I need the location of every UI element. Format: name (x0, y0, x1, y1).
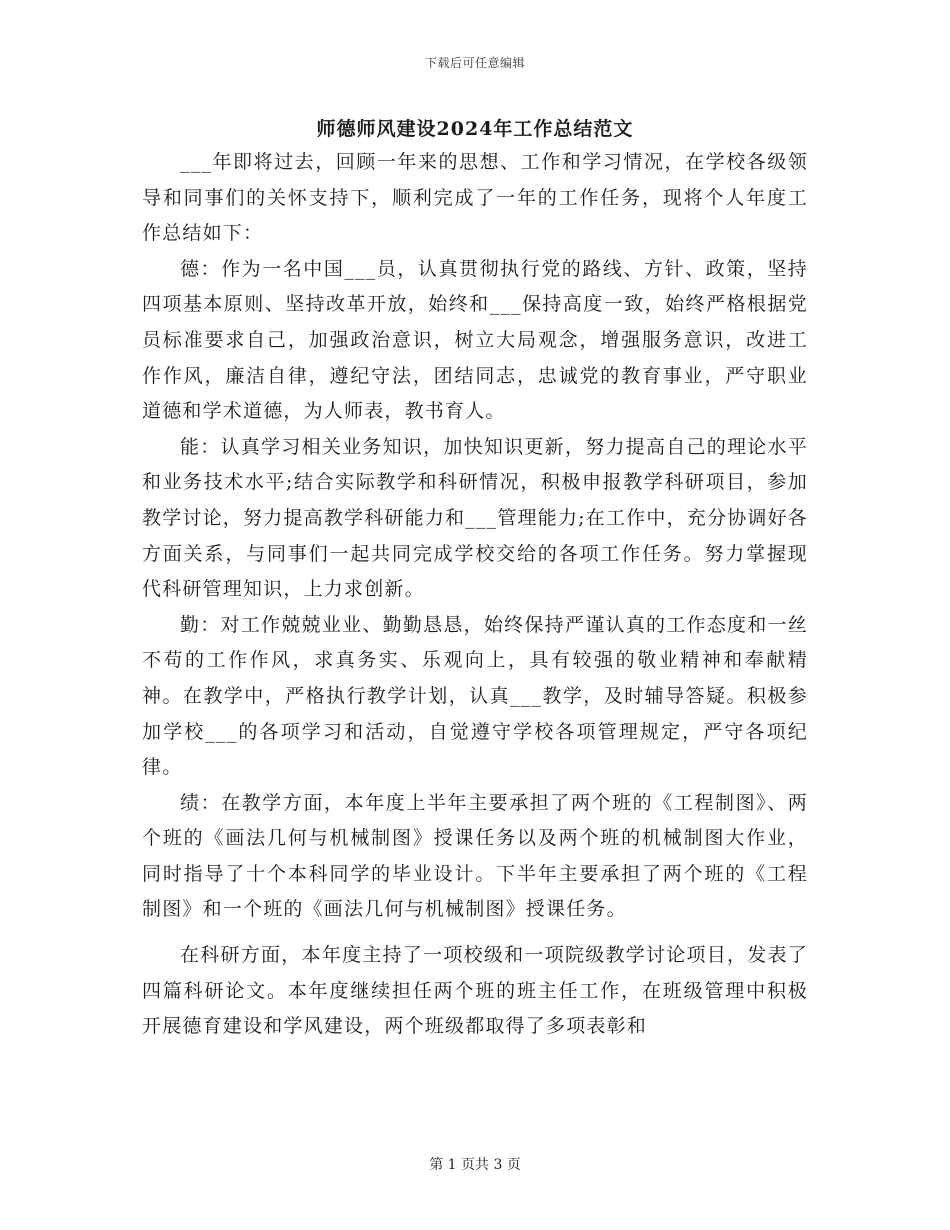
paragraph-morality: 德：作为一名中国___员，认真贯彻执行党的路线、方针、政策，坚持四项基本原则、坚持改革开放，始终和___保持高度一致，始终严格根据党员标准要求自己，加强政治意识，树立大局观念，增强服务意识，改进工作作风，廉洁自律，遵纪守法，团结同志，忠诚党的教育事业，严守职业道德和学术道德，为人师表，教书育人。 (142, 257, 808, 423)
paragraph-diligence: 勤：对工作兢兢业业、勤勤恳恳，始终保持严谨认真的工作态度和一丝不苟的工作作风，求真务实、乐观向上，具有较强的敬业精神和奉献精神。在教学中，严格执行教学计划，认真___教学，及时辅导答疑。积极参加学校___的各项学习和活动，自觉遵守学校各项管理规定，严守各项纪律。 (142, 613, 808, 779)
document-body (142, 145, 808, 1045)
page-number: 第 1 页共 3 页 (429, 1157, 521, 1173)
paragraph-ability: 能：认真学习相关业务知识，加快知识更新，努力提高自己的理论水平和业务技术水平;结合实际教学和科研情况，积极申报教学科研项目，参加教学讨论，努力提高教学科研能力和___管理能力;在工作中，充分协调好各方面关系，与同事们一起共同完成学校交给的各项工作任务。努力掌握现代科研管理知识，上力求创新。 (142, 435, 808, 601)
document-title: 师德师风建设2024年工作总结范文 (316, 118, 634, 140)
header-note: 下载后可任意编辑 (424, 56, 525, 70)
paragraph-achievement: 绩：在教学方面，本年度上半年主要承担了两个班的《工程制图》、两个班的《画法几何与机械制图》授课任务以及两个班的机械制图大作业，同时指导了十个本科同学的毕业设计。下半年主要承担了两个班的《工程制图》和一个班的《画法几何与机械制图》授课任务。 (142, 791, 808, 921)
paragraph-research: 在科研方面，本年度主持了一项校级和一项院级教学讨论项目，发表了四篇科研论文。本年度继续担任两个班的班主任工作，在班级管理中积极开展德育建设和学风建设，两个班级都取得了多项表彰和 (142, 944, 808, 1038)
paragraph-intro: ___年即将过去，回顾一年来的思想、工作和学习情况，在学校各级领导和同事们的关怀支持下，顺利完成了一年的工作任务，现将个人年度工作总结如下： (142, 151, 808, 245)
